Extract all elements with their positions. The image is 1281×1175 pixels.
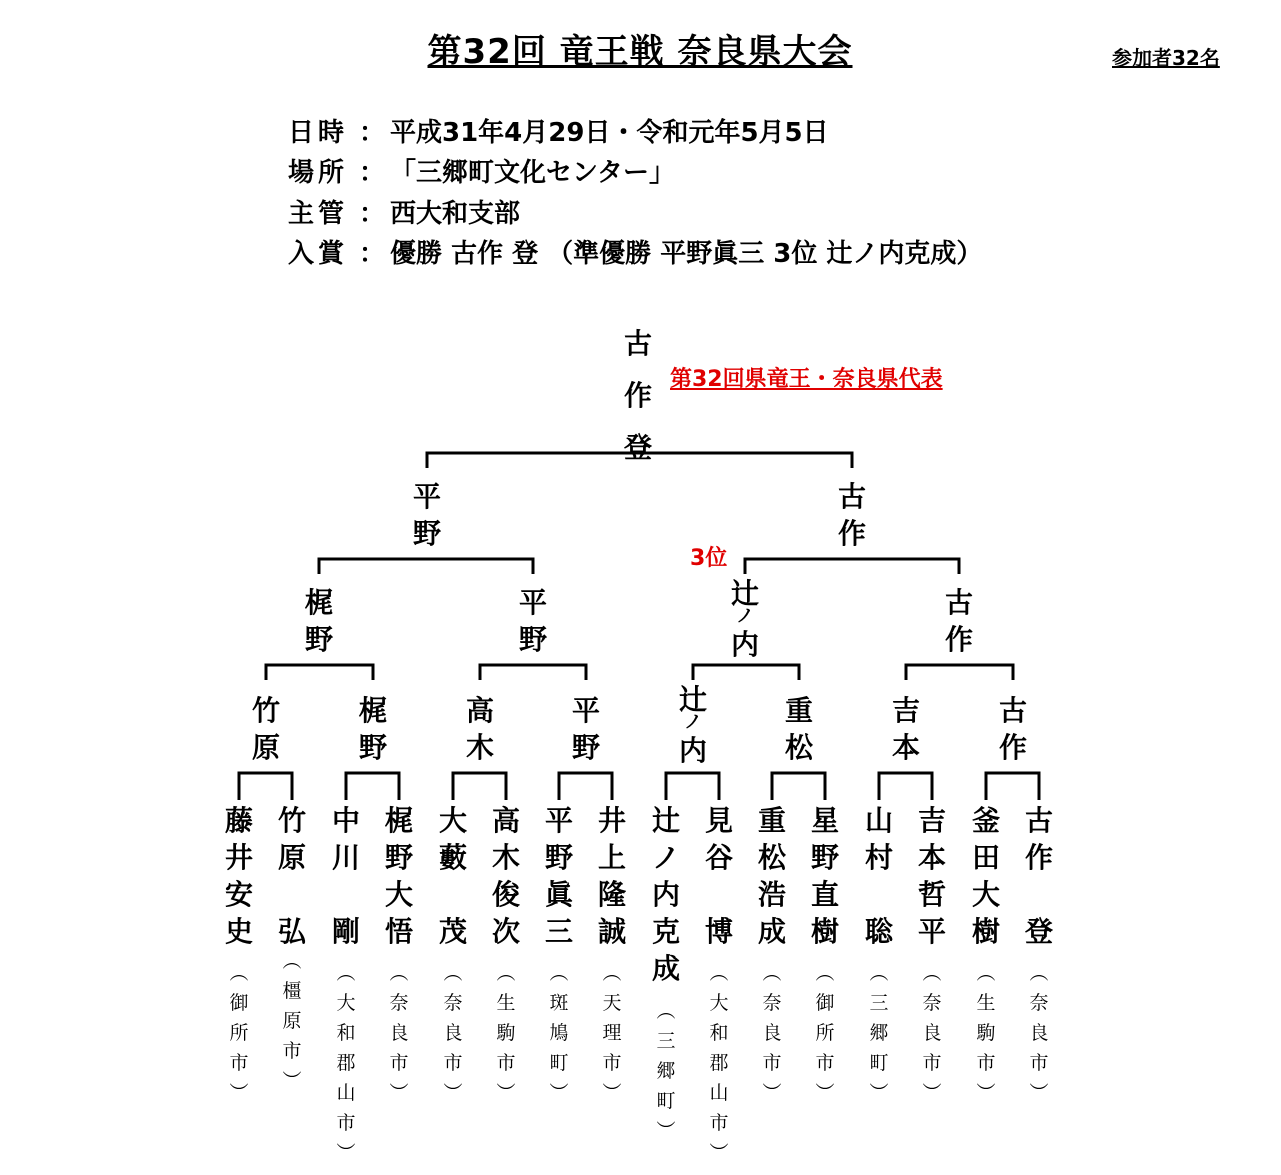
- vertical-char: 山: [864, 804, 893, 837]
- vertical-char: ︵: [762, 962, 782, 984]
- vertical-char: ︶: [922, 1082, 942, 1104]
- winner-name: [832, 478, 872, 552]
- player-city: [917, 958, 947, 1108]
- vertical-char: 村: [864, 841, 893, 874]
- winner-name: [779, 692, 819, 766]
- vertical-char: ︶: [1029, 1082, 1049, 1104]
- vertical-char: 野: [412, 517, 441, 550]
- vertical-char: 理: [602, 1022, 622, 1044]
- vertical-char: 平: [544, 804, 573, 837]
- vertical-char: 駒: [496, 1022, 516, 1044]
- vertical-char: 大: [384, 878, 413, 911]
- vertical-char: 博: [704, 915, 733, 948]
- player-city: [597, 958, 627, 1108]
- vertical-char: [272, 876, 312, 913]
- round1-winner: [566, 692, 606, 766]
- vertical-char: 中: [331, 804, 360, 837]
- player-city: [971, 958, 1001, 1108]
- player-city: [651, 996, 681, 1146]
- participant-count: 参加者32名: [1112, 46, 1220, 70]
- player-name: [592, 802, 632, 950]
- vertical-char: 古: [944, 586, 973, 619]
- vertical-char: 悟: [384, 915, 413, 948]
- third-place-label: 3位: [690, 546, 728, 571]
- winner-name: [513, 584, 553, 658]
- round1-winner: [246, 692, 286, 766]
- player-city: [277, 946, 307, 1096]
- winner-name: [460, 692, 500, 766]
- champion-char: 古: [623, 327, 652, 360]
- vertical-char: 平: [518, 586, 547, 619]
- player-city: [757, 958, 787, 1108]
- vertical-char: 浩: [757, 878, 786, 911]
- vertical-char: [326, 876, 366, 913]
- vertical-char: 吉: [891, 694, 920, 727]
- vertical-char: ︶: [869, 1082, 889, 1104]
- semi-winner: [832, 478, 872, 552]
- vertical-char: ︵: [496, 962, 516, 984]
- vertical-char: ︵: [229, 962, 249, 984]
- vertical-char: 市: [336, 1112, 356, 1134]
- vertical-char: [699, 876, 739, 913]
- player-name: [805, 802, 845, 950]
- player-city: [704, 958, 734, 1168]
- info-prizes: 入賞 ： 優勝 古作 登 （準優勝 平野眞三 3位 辻ノ内克成）: [288, 233, 982, 270]
- vertical-char: 茂: [438, 915, 467, 948]
- vertical-char: 作: [837, 517, 866, 550]
- vertical-char: ︶: [229, 1082, 249, 1104]
- vertical-char: 良: [443, 1022, 463, 1044]
- info-value: 優勝 古作 登 （準優勝 平野眞三 3位 辻ノ内克成）: [390, 239, 983, 269]
- vertical-char: 大: [971, 878, 1000, 911]
- vertical-char: 町: [869, 1052, 889, 1074]
- vertical-char: 市: [762, 1052, 782, 1074]
- vertical-char: ︵: [336, 962, 356, 984]
- vertical-char: ノ: [736, 606, 754, 627]
- vertical-char: 天: [602, 992, 622, 1014]
- vertical-char: 市: [1029, 1052, 1049, 1074]
- vertical-char: 所: [229, 1022, 249, 1044]
- vertical-char: 市: [922, 1052, 942, 1074]
- vertical-char: 重: [757, 804, 786, 837]
- vertical-char: ノ: [684, 712, 702, 733]
- vertical-char: 梶: [358, 694, 387, 727]
- vertical-char: 市: [976, 1052, 996, 1074]
- player-name: [486, 802, 526, 950]
- vertical-char: 市: [443, 1052, 463, 1074]
- vertical-char: 斑: [549, 992, 569, 1014]
- vertical-char: 三: [544, 915, 573, 948]
- vertical-char: ︶: [282, 1070, 302, 1092]
- vertical-char: 野: [544, 841, 573, 874]
- vertical-char: 釜: [971, 804, 1000, 837]
- info-venue: 場所 ： 「三郷町文化センター」: [288, 152, 675, 189]
- vertical-char: 樹: [971, 915, 1000, 948]
- vertical-char: 野: [571, 731, 600, 764]
- vertical-char: 成: [757, 915, 786, 948]
- vertical-char: 内: [651, 878, 680, 911]
- vertical-char: 野: [384, 841, 413, 874]
- player-name: [219, 802, 259, 950]
- player-city: [438, 958, 468, 1108]
- vertical-char: 俊: [491, 878, 520, 911]
- vertical-char: 郡: [336, 1052, 356, 1074]
- player-city: [864, 958, 894, 1108]
- semi-winner: [407, 478, 447, 552]
- player-name: [859, 802, 899, 950]
- vertical-char: 平: [412, 480, 441, 513]
- vertical-char: 橿: [282, 980, 302, 1002]
- vertical-char: 三: [869, 992, 889, 1014]
- vertical-char: 市: [496, 1052, 516, 1074]
- vertical-char: 松: [784, 731, 813, 764]
- vertical-char: ︶: [762, 1082, 782, 1104]
- vertical-char: 作: [1024, 841, 1053, 874]
- vertical-char: 大: [438, 804, 467, 837]
- player-city: [810, 958, 840, 1108]
- vertical-char: ︶: [656, 1120, 676, 1142]
- vertical-char: 藪: [438, 841, 467, 874]
- player-city: [491, 958, 521, 1108]
- vertical-char: 内: [678, 734, 707, 767]
- vertical-char: 井: [597, 804, 626, 837]
- vertical-char: 安: [224, 878, 253, 911]
- vertical-char: 作: [944, 623, 973, 656]
- vertical-char: 克: [651, 915, 680, 948]
- vertical-char: ︵: [709, 962, 729, 984]
- round1-winner: [460, 692, 500, 766]
- vertical-char: 眞: [544, 878, 573, 911]
- vertical-char: 野: [518, 623, 547, 656]
- vertical-char: 哲: [917, 878, 946, 911]
- vertical-char: 和: [709, 1022, 729, 1044]
- player-name: [966, 802, 1006, 950]
- vertical-char: 吉: [917, 804, 946, 837]
- info-datetime: 日時 ： 平成31年4月29日・令和元年5月5日: [288, 112, 829, 149]
- vertical-char: ︶: [976, 1082, 996, 1104]
- vertical-char: 大: [336, 992, 356, 1014]
- vertical-char: 郷: [869, 1022, 889, 1044]
- vertical-char: 見: [704, 804, 733, 837]
- winner-name: [939, 584, 979, 658]
- info-value: 「三郷町文化センター」: [390, 158, 675, 188]
- vertical-char: 剛: [331, 915, 360, 948]
- vertical-char: 御: [815, 992, 835, 1014]
- info-label: 日時: [288, 118, 349, 148]
- winner-name: [886, 692, 926, 766]
- vertical-char: 古: [998, 694, 1027, 727]
- vertical-char: 隆: [597, 878, 626, 911]
- vertical-char: 良: [762, 1022, 782, 1044]
- round1-winner: [779, 692, 819, 766]
- vertical-char: 辻: [651, 804, 680, 837]
- info-label: 主管: [288, 199, 349, 229]
- vertical-char: 平: [571, 694, 600, 727]
- quarter-winner: [513, 584, 553, 658]
- vertical-char: 田: [971, 841, 1000, 874]
- vertical-char: 奈: [443, 992, 463, 1014]
- vertical-char: 奈: [762, 992, 782, 1014]
- champion-char: 作: [623, 379, 652, 412]
- player-name: [326, 802, 366, 950]
- winner-name: [673, 681, 713, 769]
- vertical-char: 三: [656, 1030, 676, 1052]
- vertical-char: 生: [496, 992, 516, 1014]
- vertical-char: 川: [331, 841, 360, 874]
- player-city: [544, 958, 574, 1108]
- vertical-char: 野: [358, 731, 387, 764]
- vertical-char: [433, 876, 473, 913]
- vertical-char: 駒: [976, 1022, 996, 1044]
- info-value: 西大和支部: [390, 199, 521, 229]
- vertical-char: 原: [251, 731, 280, 764]
- vertical-char: 良: [389, 1022, 409, 1044]
- vertical-char: 山: [709, 1082, 729, 1104]
- player-city: [331, 958, 361, 1168]
- vertical-char: 樹: [810, 915, 839, 948]
- player-name: [539, 802, 579, 950]
- vertical-char: 原: [282, 1010, 302, 1032]
- player-city: [1024, 958, 1054, 1108]
- vertical-char: ︵: [602, 962, 622, 984]
- player-city: [384, 958, 414, 1108]
- vertical-char: ︶: [602, 1082, 622, 1104]
- vertical-char: 原: [277, 841, 306, 874]
- vertical-char: 高: [465, 694, 494, 727]
- winner-name: [299, 584, 339, 658]
- vertical-char: ノ: [651, 841, 680, 874]
- player-name: [699, 802, 739, 950]
- vertical-char: 竹: [251, 694, 280, 727]
- vertical-char: 辻: [730, 577, 759, 610]
- vertical-char: 奈: [922, 992, 942, 1014]
- player-name: [752, 802, 792, 950]
- vertical-char: 誠: [597, 915, 626, 948]
- champion-char: 登: [623, 431, 652, 464]
- quarter-winner: [299, 584, 339, 658]
- vertical-char: 木: [491, 841, 520, 874]
- winner-name: [407, 478, 447, 552]
- player-name: [1019, 802, 1059, 950]
- vertical-char: ︶: [336, 1142, 356, 1164]
- vertical-char: 平: [917, 915, 946, 948]
- vertical-char: 内: [730, 628, 759, 661]
- vertical-char: ︵: [1029, 962, 1049, 984]
- vertical-char: 大: [709, 992, 729, 1014]
- vertical-char: ︶: [496, 1082, 516, 1104]
- vertical-char: [1019, 876, 1059, 913]
- vertical-char: ︵: [549, 962, 569, 984]
- vertical-char: ︶: [709, 1142, 729, 1164]
- vertical-char: 良: [922, 1022, 942, 1044]
- round1-winner: [353, 692, 393, 766]
- vertical-char: ︵: [815, 962, 835, 984]
- winner-name: [993, 692, 1033, 766]
- player-city: [224, 958, 254, 1108]
- player-name: [379, 802, 419, 950]
- vertical-char: ︶: [549, 1082, 569, 1104]
- vertical-char: 竹: [277, 804, 306, 837]
- winner-name: [566, 692, 606, 766]
- vertical-char: 郡: [709, 1052, 729, 1074]
- info-label: 入賞: [288, 239, 349, 269]
- vertical-char: 成: [651, 952, 680, 985]
- info-label: 場所: [288, 158, 349, 188]
- vertical-char: 町: [549, 1052, 569, 1074]
- vertical-char: 市: [815, 1052, 835, 1074]
- vertical-char: 市: [602, 1052, 622, 1074]
- winner-name: [725, 575, 765, 663]
- vertical-char: 本: [917, 841, 946, 874]
- vertical-char: 松: [757, 841, 786, 874]
- round1-winner: [886, 692, 926, 766]
- vertical-char: 史: [224, 915, 253, 948]
- player-name: [433, 802, 473, 950]
- player-name: [646, 802, 686, 987]
- vertical-char: 谷: [704, 841, 733, 874]
- vertical-char: 梶: [304, 586, 333, 619]
- vertical-char: 所: [815, 1022, 835, 1044]
- round1-winner: [993, 692, 1033, 766]
- vertical-char: 奈: [389, 992, 409, 1014]
- vertical-char: 郷: [656, 1060, 676, 1082]
- info-value: 平成31年4月29日・令和元年5月5日: [390, 118, 829, 148]
- vertical-char: ︵: [282, 950, 302, 972]
- winner-name: [353, 692, 393, 766]
- champion-note: 第32回県竜王・奈良県代表: [670, 367, 943, 392]
- quarter-winner: [725, 575, 765, 663]
- vertical-char: 御: [229, 992, 249, 1014]
- vertical-char: ︶: [443, 1082, 463, 1104]
- vertical-char: 和: [336, 1022, 356, 1044]
- vertical-char: 山: [336, 1082, 356, 1104]
- vertical-char: ︵: [869, 962, 889, 984]
- vertical-char: 野: [304, 623, 333, 656]
- vertical-char: 星: [810, 804, 839, 837]
- vertical-char: ︵: [922, 962, 942, 984]
- vertical-char: 次: [491, 915, 520, 948]
- vertical-char: 聡: [864, 915, 893, 948]
- info-organizer: 主管 ： 西大和支部: [288, 193, 520, 230]
- vertical-char: 高: [491, 804, 520, 837]
- vertical-char: ︵: [443, 962, 463, 984]
- vertical-char: 本: [891, 731, 920, 764]
- vertical-char: 良: [1029, 1022, 1049, 1044]
- vertical-char: 市: [229, 1052, 249, 1074]
- vertical-char: 野: [810, 841, 839, 874]
- vertical-char: 奈: [1029, 992, 1049, 1014]
- vertical-char: 古: [837, 480, 866, 513]
- vertical-char: 町: [656, 1090, 676, 1112]
- vertical-char: ︶: [815, 1082, 835, 1104]
- vertical-char: 藤: [224, 804, 253, 837]
- vertical-char: 重: [784, 694, 813, 727]
- page-title: 第32回 竜王戦 奈良県大会: [427, 32, 853, 72]
- vertical-char: 登: [1024, 915, 1053, 948]
- winner-name: [246, 692, 286, 766]
- vertical-char: ︶: [389, 1082, 409, 1104]
- vertical-char: 直: [810, 878, 839, 911]
- vertical-char: 井: [224, 841, 253, 874]
- vertical-char: 梶: [384, 804, 413, 837]
- vertical-char: ︵: [976, 962, 996, 984]
- vertical-char: 市: [709, 1112, 729, 1134]
- player-name: [912, 802, 952, 950]
- vertical-char: 作: [998, 731, 1027, 764]
- vertical-char: [859, 876, 899, 913]
- vertical-char: 鳩: [549, 1022, 569, 1044]
- vertical-char: 市: [282, 1040, 302, 1062]
- vertical-char: 生: [976, 992, 996, 1014]
- round1-winner: [673, 681, 713, 769]
- vertical-char: 上: [597, 841, 626, 874]
- vertical-char: 木: [465, 731, 494, 764]
- vertical-char: 古: [1024, 804, 1053, 837]
- vertical-char: ︵: [656, 1000, 676, 1022]
- player-name: [272, 802, 312, 950]
- quarter-winner: [939, 584, 979, 658]
- vertical-char: 辻: [678, 683, 707, 716]
- vertical-char: 市: [389, 1052, 409, 1074]
- vertical-char: ︵: [389, 962, 409, 984]
- vertical-char: 弘: [277, 915, 306, 948]
